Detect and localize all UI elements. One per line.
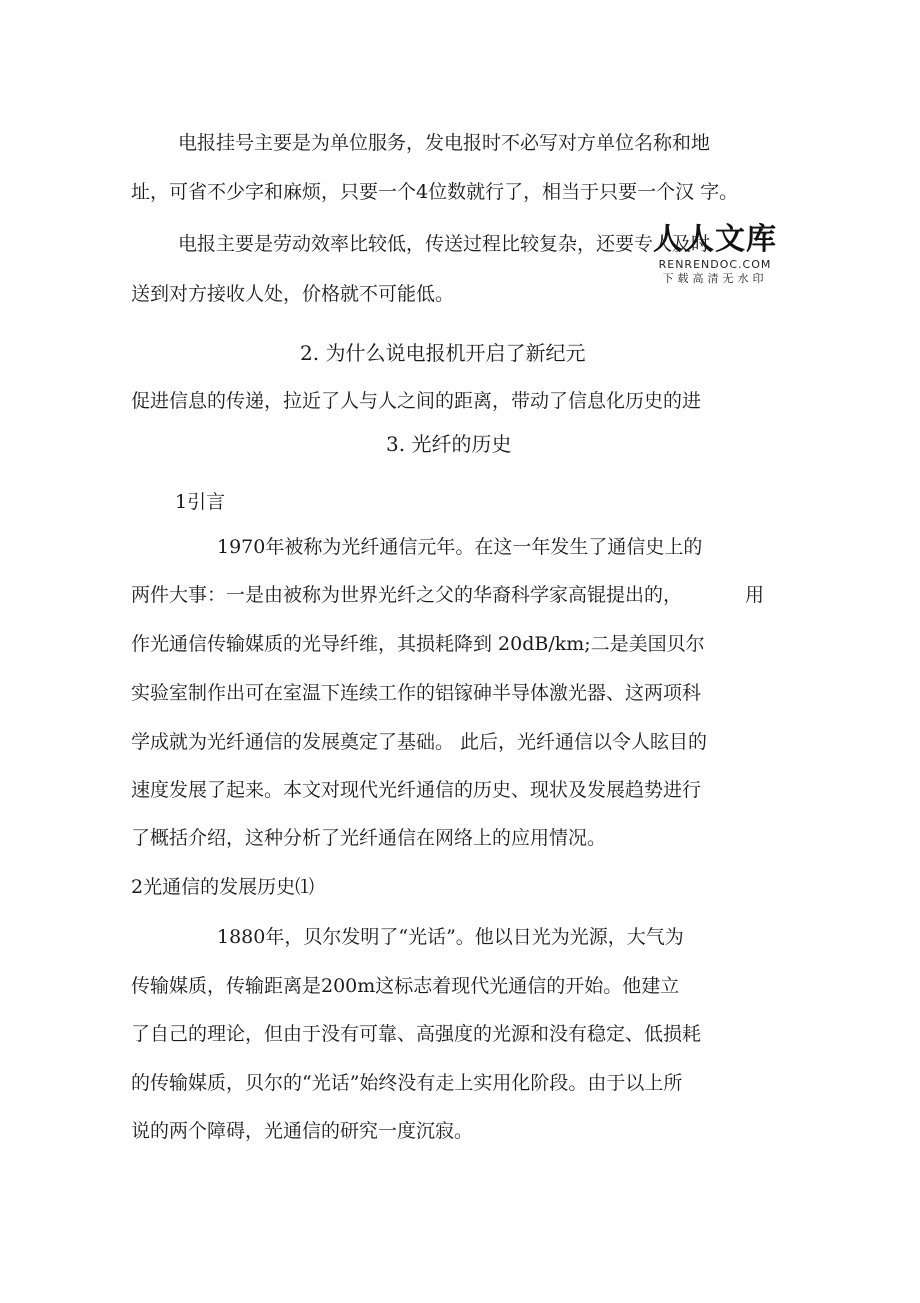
paragraph-line: 学成就为光纤通信的发展奠定了基础。 此后，光纤通信以令人眩目的 [131, 731, 708, 753]
paragraph-line: 送到对方接收人处，价格就不可能低。 [131, 283, 455, 305]
paragraph-line: 传输媒质，传输距离是200m这标志着现代光通信的开始。他建立 [131, 975, 680, 997]
paragraph-line: 1880年，贝尔发明了“光话”。他以日光为光源，大气为 [217, 926, 684, 948]
paragraph-line: 说的两个障碍，光通信的研究一度沉寂。 [131, 1120, 474, 1142]
section-heading-2: 2. 为什么说电报机开启了新纪元 [300, 341, 586, 365]
section-heading-3: 3. 光纤的历史 [386, 432, 512, 456]
paragraph-line-fragment: 用 [745, 584, 765, 606]
paragraph-line: 电报主要是劳动效率比较低，传送过程比较复杂，还要专人及时 [178, 233, 711, 255]
paragraph-line: 的传输媒质，贝尔的“光话”始终没有走上实用化阶段。由于以上所 [131, 1072, 683, 1094]
paragraph-line: 两件大事：一是由被称为世界光纤之父的华裔科学家高锟提出的， [131, 584, 683, 606]
watermark-url: RENRENDOC.COM [658, 258, 772, 271]
paragraph-line: 1970年被称为光纤通信元年。在这一年发生了通信史上的 [217, 536, 703, 558]
watermark-title: 人人文库 [653, 222, 777, 257]
subheading-intro: 1引言 [175, 491, 226, 513]
paragraph-line: 了概括介绍，这种分析了光纤通信在网络上的应用情况。 [131, 827, 607, 849]
paragraph-line: 速度发展了起来。本文对现代光纤通信的历史、现状及发展趋势进行 [131, 779, 702, 801]
paragraph-line: 址，可省不少字和麻烦，只要一个4位数就行了，相当于只要一个汉 字。 [131, 181, 739, 203]
paragraph-line: 电报挂号主要是为单位服务，发电报时不必写对方单位名称和地 [178, 132, 711, 154]
watermark-subtitle: 下载高清无水印 [662, 272, 768, 285]
watermark-logo [640, 222, 790, 286]
paragraph-line: 促进信息的传递，拉近了人与人之间的距离，带动了信息化历史的进 [131, 390, 702, 412]
paragraph-line: 了自己的理论，但由于没有可靠、高强度的光源和没有稳定、低损耗 [131, 1023, 702, 1045]
paragraph-line: 实验室制作出可在室温下连续工作的铝镓砷半导体激光器、这两项科 [131, 682, 702, 704]
subheading-history: 2光通信的发展历史⑴ [131, 876, 315, 898]
paragraph-line: 作光通信传输媒质的光导纤维，其损耗降到 20dB/km;二是美国贝尔 [131, 633, 705, 655]
